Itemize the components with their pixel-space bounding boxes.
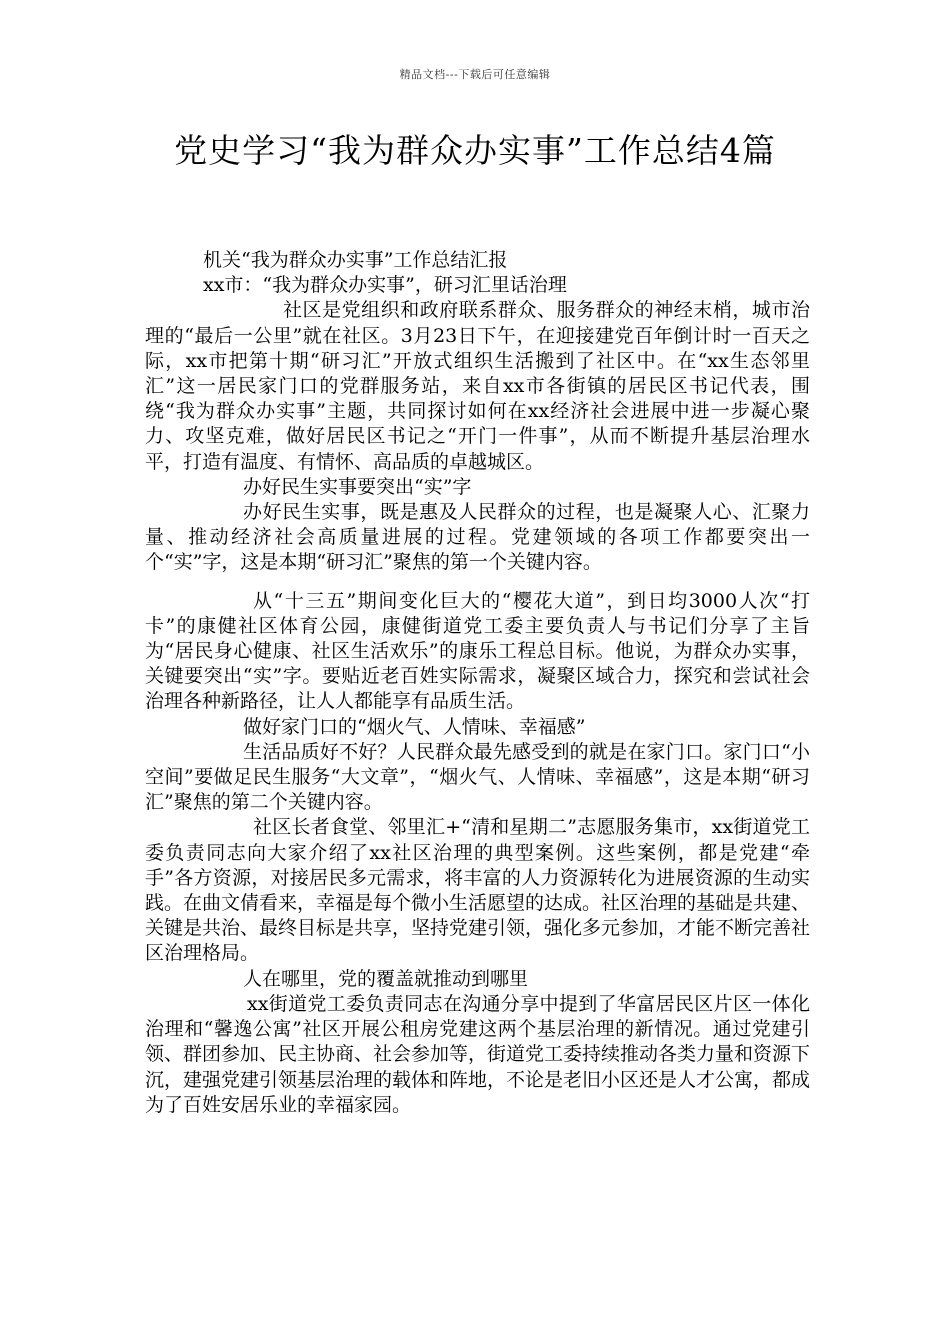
body-paragraph: xx街道党工委负责同志在沟通分享中提到了华富居民区片区一体化治理和“馨逸公寓”社区开展公租房党建这两个基层治理的新情况。通过党建引领、群团参加、民主协商、社会参加等，街道党工委持续推动各类力量和资源下沉，建强党建引领基层治理的载体和阵地，不论是老旧小区还是人才公寓，都成为了百姓安居乐业的幸福家园。 bbox=[145, 992, 811, 1116]
section-heading: 办好民生实事要突出“实”字 bbox=[243, 475, 472, 498]
document-title: 党史学习“我为群众办实事”工作总结4篇 bbox=[174, 131, 776, 170]
article-heading: xx市：“我为群众办实事”，研习汇里话治理 bbox=[203, 274, 567, 297]
body-paragraph: 办好民生实事，既是惠及人民群众的过程，也是凝聚人心、汇聚力量、推动经济社会高质量进展的过程。党建领域的各项工作都要突出一个“实”字，这是本期“研习汇”聚焦的第一个关键内容。 bbox=[145, 501, 810, 574]
section-heading: 做好家门口的“烟火气、人情味、幸福感” bbox=[243, 715, 586, 738]
body-paragraph: 从“十三五”期间变化巨大的“樱花大道”，到日均3000人次“打卡”的康健社区体育公园，康健街道党工委主要负责人与书记们分享了主旨为“居民身心健康、社区生活欢乐”的康乐工程总目标。他说，为群众办实事，关键要突出“实”字。要贴近老百姓实际需求，凝聚区域合力，探究和尝试社会治理各种新路径，让人人都能享有品质生活。 bbox=[145, 589, 810, 713]
body-paragraph: 社区是党组织和政府联系群众、服务群众的神经末梢，城市治理的“最后一公里”就在社区。3月23日下午，在迎接建党百年倒计时一百天之际，xx市把第十期“研习汇”开放式组织生活搬到了社区中。在“xx生态邻里汇”这一居民家门口的党群服务站，来自xx市各街镇的居民区书记代表，围绕“我为群众办实事”主题，共同探讨如何在xx经济社会进展中进一步凝心聚力、攻坚克难，做好居民区书记之“开门一件事”，从而不断提升基层治理水平，打造有温度、有情怀、高品质的卓越城区。 bbox=[145, 299, 810, 473]
body-paragraph: 社区长者食堂、邻里汇+“清和星期二”志愿服务集市，xx街道党工委负责同志向大家介绍了xx社区治理的典型案例。这些案例，都是党建“牵手”各方资源，对接居民多元需求，将丰富的人力资源转化为进展资源的生动实践。在曲文倩看来，幸福是每个微小生活愿望的达成。社区治理的基础是共建、关键是共治、最终目标是共享，坚持党建引领，强化多元参加，才能不断完善社区治理格局。 bbox=[145, 816, 811, 965]
document-body bbox=[145, 248, 810, 1118]
section-heading: 人在哪里，党的覆盖就推动到哪里 bbox=[243, 967, 529, 990]
header-note: 精品文档---下载后可任意编辑 bbox=[399, 68, 551, 81]
subtitle-paragraph: 机关“我为群众办实事”工作总结汇报 bbox=[203, 249, 508, 271]
body-paragraph: 生活品质好不好？人民群众最先感受到的就是在家门口。家门口“小空间”要做足民生服务“大文章”，“烟火气、人情味、幸福感”，这是本期“研习汇”聚焦的第二个关键内容。 bbox=[145, 740, 810, 814]
